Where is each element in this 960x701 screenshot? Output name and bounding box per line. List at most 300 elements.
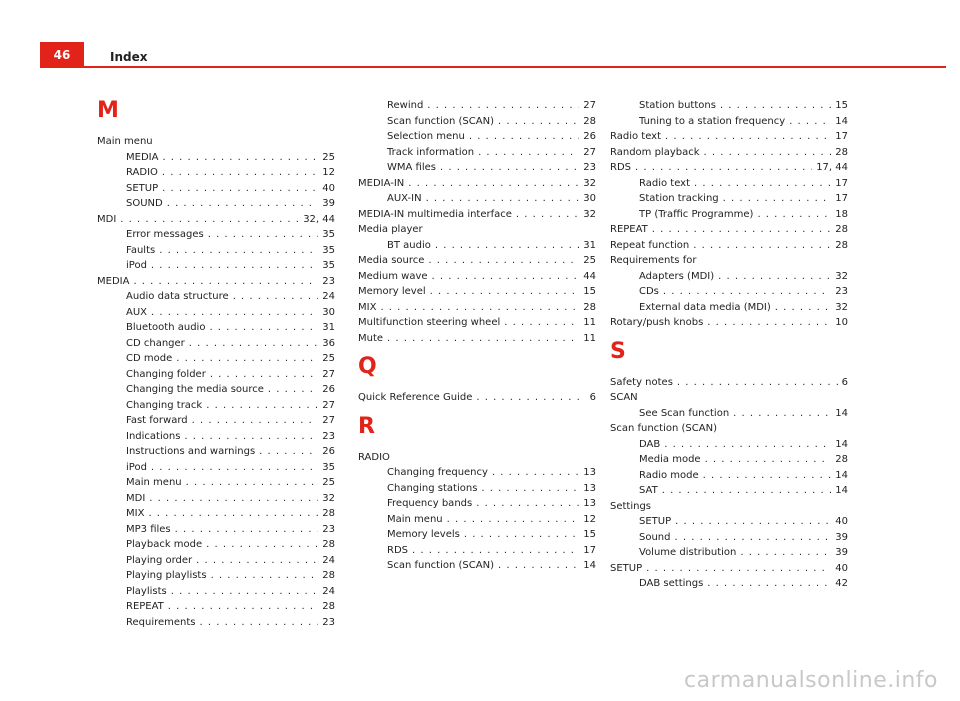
index-subentry bbox=[97, 599, 335, 615]
entry-term: Requirements for bbox=[610, 255, 697, 266]
entry-term: RADIO bbox=[358, 451, 390, 463]
index-entry bbox=[97, 274, 335, 290]
entry-page-number: 28 bbox=[835, 224, 848, 235]
dot-leader bbox=[171, 584, 319, 600]
dot-leader bbox=[635, 160, 812, 176]
entry-term: Radio text bbox=[639, 177, 691, 189]
entry-page-number: 17 bbox=[835, 177, 848, 189]
entry-term: Changing frequency bbox=[387, 467, 488, 478]
entry-page-number: 13 bbox=[583, 498, 596, 509]
entry-term: Station tracking bbox=[639, 193, 719, 204]
entry-page-number: 12 bbox=[322, 167, 335, 178]
index-entry bbox=[610, 561, 848, 577]
entry-page-number: 27 bbox=[322, 368, 335, 380]
index-subentry bbox=[97, 320, 335, 336]
index-subentry bbox=[97, 258, 335, 274]
dot-leader bbox=[720, 98, 831, 114]
index-subentry bbox=[358, 496, 596, 512]
entry-term: Radio text bbox=[610, 131, 662, 142]
index-column-1 bbox=[97, 98, 335, 630]
entry-term: Random playback bbox=[610, 146, 700, 158]
entry-term: CD mode bbox=[126, 353, 173, 364]
index-column-2 bbox=[358, 98, 596, 574]
entry-term: MIX bbox=[126, 508, 145, 519]
entry-term: TP (Traffic Programme) bbox=[639, 208, 754, 220]
entry-page-number: 32 bbox=[835, 301, 848, 313]
dot-leader bbox=[210, 367, 318, 383]
entry-term: Volume distribution bbox=[639, 547, 737, 558]
dot-leader bbox=[430, 284, 580, 300]
entry-term: CDs bbox=[639, 286, 659, 297]
entry-page-number: 30 bbox=[322, 306, 335, 318]
entry-page-number: 23 bbox=[583, 162, 596, 173]
entry-page-number: 35 bbox=[322, 229, 335, 240]
entry-term: RDS bbox=[610, 162, 631, 173]
entry-term: CD changer bbox=[126, 337, 185, 349]
index-subentry bbox=[97, 336, 335, 352]
dot-leader bbox=[184, 429, 318, 445]
dot-leader bbox=[775, 300, 831, 316]
entry-term: MEDIA bbox=[126, 151, 159, 163]
index-entry bbox=[358, 331, 596, 347]
dot-leader bbox=[151, 460, 318, 476]
index-subentry bbox=[358, 145, 596, 161]
index-subentry bbox=[358, 481, 596, 497]
entry-page-number: 26 bbox=[322, 384, 335, 395]
dot-leader bbox=[206, 398, 318, 414]
entry-page-number: 25 bbox=[583, 255, 596, 266]
index-subentry bbox=[358, 558, 596, 574]
entry-page-number: 15 bbox=[583, 286, 596, 297]
entry-term: Settings bbox=[610, 500, 652, 512]
index-entry bbox=[610, 238, 848, 254]
dot-leader bbox=[428, 253, 579, 269]
index-subentry bbox=[610, 207, 848, 223]
entry-page-number: 6 bbox=[841, 376, 848, 388]
entry-term: REPEAT bbox=[610, 224, 648, 235]
dot-leader bbox=[196, 553, 318, 569]
entry-page-number: 40 bbox=[835, 516, 848, 527]
index-subentry bbox=[97, 181, 335, 197]
entry-term: Changing folder bbox=[126, 368, 206, 380]
entry-page-number: 39 bbox=[835, 547, 848, 558]
index-subentry bbox=[610, 514, 848, 530]
index-subentry bbox=[97, 413, 335, 429]
entry-term: Main menu bbox=[387, 513, 443, 525]
entry-term: Memory level bbox=[358, 286, 426, 297]
dot-leader bbox=[789, 114, 831, 130]
dot-leader bbox=[703, 468, 832, 484]
entry-term: Scan function (SCAN) bbox=[387, 115, 494, 127]
index-entry bbox=[610, 390, 848, 406]
dot-leader bbox=[440, 160, 579, 176]
entry-term: WMA files bbox=[387, 162, 436, 173]
dot-leader bbox=[162, 181, 318, 197]
entry-page-number: 10 bbox=[835, 317, 848, 328]
entry-page-number: 15 bbox=[583, 529, 596, 540]
dot-leader bbox=[675, 514, 831, 530]
entry-page-number: 28 bbox=[835, 146, 848, 158]
entry-term: Playback mode bbox=[126, 539, 203, 550]
dot-leader bbox=[476, 496, 579, 512]
entry-page-number: 32, 44 bbox=[303, 213, 335, 225]
entry-page-number: 25 bbox=[322, 477, 335, 488]
entry-term: MDI bbox=[97, 213, 117, 225]
index-subentry bbox=[610, 406, 848, 422]
index-subentry bbox=[97, 305, 335, 321]
index-entry bbox=[610, 375, 848, 391]
dot-leader bbox=[432, 269, 580, 285]
entry-term: Scan function (SCAN) bbox=[610, 423, 717, 434]
entry-term: SOUND bbox=[126, 198, 163, 209]
dot-leader bbox=[259, 444, 318, 460]
entry-term: Rewind bbox=[387, 100, 424, 111]
dot-leader bbox=[159, 243, 318, 259]
index-subentry bbox=[97, 351, 335, 367]
dot-leader bbox=[162, 165, 318, 181]
dot-leader bbox=[175, 522, 319, 538]
entry-page-number: 17 bbox=[583, 544, 596, 556]
entry-page-number: 11 bbox=[583, 332, 596, 344]
dot-leader bbox=[387, 331, 579, 347]
dot-leader bbox=[733, 406, 831, 422]
index-subentry bbox=[97, 382, 335, 398]
entry-term: AUX-IN bbox=[387, 193, 422, 204]
entry-term: SETUP bbox=[126, 182, 159, 194]
entry-term: DAB bbox=[639, 438, 661, 450]
entry-page-number: 42 bbox=[835, 578, 848, 589]
index-entry bbox=[610, 145, 848, 161]
entry-term: MEDIA bbox=[97, 275, 130, 287]
entry-term: iPod bbox=[126, 461, 147, 473]
entry-page-number: 32 bbox=[583, 177, 596, 189]
entry-page-number: 23 bbox=[322, 430, 335, 442]
entry-term: Changing track bbox=[126, 399, 203, 411]
index-subentry bbox=[97, 165, 335, 181]
dot-leader bbox=[412, 543, 579, 559]
page-number-badge: 46 bbox=[40, 42, 84, 68]
entry-page-number: 14 bbox=[835, 469, 848, 481]
index-subentry bbox=[610, 576, 848, 592]
dot-leader bbox=[757, 207, 831, 223]
index-entry bbox=[610, 315, 848, 331]
entry-term: Audio data structure bbox=[126, 291, 229, 302]
dot-leader bbox=[663, 284, 831, 300]
index-entry bbox=[610, 499, 848, 515]
dot-leader bbox=[723, 191, 832, 207]
index-subentry bbox=[610, 114, 848, 130]
entry-term: Memory levels bbox=[387, 529, 460, 540]
dot-leader bbox=[162, 150, 318, 166]
entry-page-number: 40 bbox=[835, 562, 848, 574]
entry-page-number: 28 bbox=[322, 601, 335, 612]
entry-page-number: 35 bbox=[322, 260, 335, 271]
dot-leader bbox=[665, 129, 831, 145]
dot-leader bbox=[211, 568, 319, 584]
index-entry bbox=[358, 300, 596, 316]
dot-leader bbox=[693, 238, 831, 254]
entry-page-number: 35 bbox=[322, 244, 335, 256]
index-entry bbox=[610, 253, 848, 269]
index-entry bbox=[610, 129, 848, 145]
entry-page-number: 11 bbox=[583, 317, 596, 328]
entry-page-number: 23 bbox=[322, 616, 335, 628]
entry-term: Requirements bbox=[126, 616, 196, 628]
entry-page-number: 14 bbox=[835, 438, 848, 450]
entry-page-number: 40 bbox=[322, 182, 335, 194]
entry-page-number: 24 bbox=[322, 585, 335, 597]
entry-term: MIX bbox=[358, 301, 377, 313]
entry-page-number: 30 bbox=[583, 193, 596, 204]
entry-page-number: 6 bbox=[589, 392, 596, 403]
index-subentry bbox=[97, 615, 335, 631]
dot-leader bbox=[380, 300, 579, 316]
entry-term: Playlists bbox=[126, 585, 167, 597]
dot-leader bbox=[133, 274, 318, 290]
dot-leader bbox=[148, 506, 318, 522]
dot-leader bbox=[705, 452, 832, 468]
dot-leader bbox=[120, 212, 299, 228]
entry-page-number: 14 bbox=[583, 560, 596, 571]
entry-page-number: 28 bbox=[835, 454, 848, 465]
entry-page-number: 24 bbox=[322, 291, 335, 302]
entry-page-number: 28 bbox=[322, 539, 335, 550]
entry-term: Mute bbox=[358, 332, 384, 344]
entry-page-number: 14 bbox=[835, 485, 848, 496]
index-entry bbox=[358, 450, 596, 466]
index-subentry bbox=[97, 398, 335, 414]
entry-page-number: 18 bbox=[835, 208, 848, 220]
entry-page-number: 17 bbox=[835, 193, 848, 204]
dot-leader bbox=[186, 475, 319, 491]
dot-leader bbox=[149, 491, 318, 507]
entry-page-number: 28 bbox=[583, 115, 596, 127]
entry-page-number: 36 bbox=[322, 337, 335, 349]
index-entry bbox=[610, 160, 848, 176]
dot-leader bbox=[498, 114, 579, 130]
index-subentry bbox=[358, 160, 596, 176]
dot-leader bbox=[646, 561, 831, 577]
index-subentry bbox=[358, 98, 596, 114]
index-subentry bbox=[97, 475, 335, 491]
index-subentry bbox=[610, 437, 848, 453]
entry-term: Safety notes bbox=[610, 376, 673, 388]
entry-page-number: 27 bbox=[322, 415, 335, 426]
dot-leader bbox=[478, 145, 579, 161]
entry-term: SETUP bbox=[639, 516, 672, 527]
index-subentry bbox=[97, 367, 335, 383]
entry-page-number: 25 bbox=[322, 151, 335, 163]
index-subentry bbox=[97, 568, 335, 584]
entry-term: Playing playlists bbox=[126, 570, 207, 581]
index-subentry bbox=[97, 506, 335, 522]
index-subentry bbox=[97, 429, 335, 445]
dot-leader bbox=[740, 545, 831, 561]
entry-term: Sound bbox=[639, 531, 671, 543]
entry-term: Medium wave bbox=[358, 270, 428, 282]
dot-leader bbox=[704, 145, 832, 161]
dot-leader bbox=[476, 390, 585, 406]
index-subentry bbox=[97, 584, 335, 600]
dot-leader bbox=[192, 413, 319, 429]
entry-page-number: 44 bbox=[583, 270, 596, 282]
index-entry bbox=[358, 315, 596, 331]
entry-page-number: 17 bbox=[835, 131, 848, 142]
dot-leader bbox=[408, 176, 579, 192]
entry-term: Media player bbox=[358, 224, 423, 235]
index-column-3 bbox=[610, 98, 848, 592]
dot-leader bbox=[707, 315, 831, 331]
entry-term: Main menu bbox=[126, 477, 182, 488]
index-subentry bbox=[97, 227, 335, 243]
entry-term: iPod bbox=[126, 260, 147, 271]
entry-page-number: 26 bbox=[583, 131, 596, 142]
index-subentry bbox=[358, 543, 596, 559]
entry-page-number: 32 bbox=[322, 492, 335, 504]
entry-page-number: 23 bbox=[322, 275, 335, 287]
dot-leader bbox=[268, 382, 318, 398]
index-subentry bbox=[358, 527, 596, 543]
index-subentry bbox=[358, 114, 596, 130]
entry-page-number: 13 bbox=[583, 482, 596, 494]
index-subentry bbox=[610, 191, 848, 207]
entry-term: SAT bbox=[639, 485, 658, 496]
entry-term: Station buttons bbox=[639, 100, 716, 111]
index-subentry bbox=[610, 530, 848, 546]
index-subentry bbox=[610, 452, 848, 468]
index-subentry bbox=[610, 269, 848, 285]
index-subentry bbox=[610, 545, 848, 561]
index-subentry bbox=[97, 150, 335, 166]
entry-page-number: 26 bbox=[322, 446, 335, 457]
dot-leader bbox=[233, 289, 319, 305]
entry-term: Selection menu bbox=[387, 131, 465, 142]
index-entry bbox=[358, 222, 596, 238]
index-subentry bbox=[610, 284, 848, 300]
index-subentry bbox=[97, 289, 335, 305]
watermark-text: carmanualsonline.info bbox=[684, 668, 938, 693]
dot-leader bbox=[151, 258, 318, 274]
index-subentry bbox=[610, 300, 848, 316]
dot-leader bbox=[677, 375, 838, 391]
dot-leader bbox=[206, 537, 318, 553]
entry-page-number: 39 bbox=[322, 198, 335, 209]
index-entry bbox=[610, 222, 848, 238]
dot-leader bbox=[189, 336, 318, 352]
entry-term: Changing the media source bbox=[126, 384, 264, 395]
entry-term: MEDIA-IN bbox=[358, 177, 405, 189]
dot-leader bbox=[447, 512, 580, 528]
dot-leader bbox=[209, 320, 318, 336]
index-entry bbox=[97, 212, 335, 228]
index-entry bbox=[358, 390, 596, 406]
entry-page-number: 14 bbox=[835, 115, 848, 127]
entry-page-number: 14 bbox=[835, 407, 848, 419]
entry-page-number: 28 bbox=[583, 301, 596, 313]
dot-leader bbox=[492, 465, 579, 481]
entry-term: MDI bbox=[126, 492, 146, 504]
entry-page-number: 27 bbox=[583, 146, 596, 158]
dot-leader bbox=[694, 176, 831, 192]
entry-term: BT audio bbox=[387, 239, 431, 251]
dot-leader bbox=[498, 558, 579, 574]
entry-term: MEDIA-IN multimedia interface bbox=[358, 208, 512, 220]
index-entry bbox=[358, 284, 596, 300]
entry-page-number: 28 bbox=[322, 570, 335, 581]
entry-page-number: 39 bbox=[835, 531, 848, 543]
index-subentry bbox=[358, 512, 596, 528]
dot-leader bbox=[718, 269, 831, 285]
entry-page-number: 35 bbox=[322, 461, 335, 473]
index-subentry bbox=[97, 553, 335, 569]
dot-leader bbox=[176, 351, 318, 367]
entry-term: SCAN bbox=[610, 392, 638, 403]
entry-term: External data media (MDI) bbox=[639, 301, 771, 313]
entry-term: Repeat function bbox=[610, 239, 690, 251]
section-letter: M bbox=[97, 98, 119, 123]
entry-page-number: 23 bbox=[322, 523, 335, 535]
index-subentry bbox=[97, 196, 335, 212]
index-entry bbox=[358, 176, 596, 192]
entry-term: Adapters (MDI) bbox=[639, 270, 715, 282]
entry-term: Main menu bbox=[97, 136, 153, 147]
entry-term: REPEAT bbox=[126, 601, 164, 612]
dot-leader bbox=[427, 98, 579, 114]
section-letter: Q bbox=[358, 354, 377, 379]
dot-leader bbox=[151, 305, 318, 321]
entry-page-number: 32 bbox=[835, 270, 848, 282]
entry-term: Fast forward bbox=[126, 415, 188, 426]
entry-page-number: 28 bbox=[322, 508, 335, 519]
entry-page-number: 27 bbox=[322, 399, 335, 411]
entry-term: MP3 files bbox=[126, 523, 171, 535]
index-subentry bbox=[97, 522, 335, 538]
header-rule bbox=[40, 66, 946, 68]
dot-leader bbox=[168, 599, 318, 615]
entry-term: Playing order bbox=[126, 554, 193, 566]
index-subentry bbox=[97, 444, 335, 460]
index-subentry bbox=[358, 238, 596, 254]
index-subentry bbox=[610, 483, 848, 499]
entry-term: AUX bbox=[126, 306, 148, 318]
index-subentry bbox=[358, 465, 596, 481]
entry-term: Error messages bbox=[126, 229, 204, 240]
dot-leader bbox=[426, 191, 580, 207]
entry-page-number: 17, 44 bbox=[816, 162, 848, 173]
entry-page-number: 25 bbox=[322, 353, 335, 364]
entry-term: Rotary/push knobs bbox=[610, 317, 704, 328]
entry-term: Bluetooth audio bbox=[126, 322, 206, 333]
entry-term: Indications bbox=[126, 430, 181, 442]
entry-page-number: 13 bbox=[583, 467, 596, 478]
entry-page-number: 31 bbox=[583, 239, 596, 251]
index-subentry bbox=[610, 176, 848, 192]
section-letter: R bbox=[358, 413, 375, 439]
dot-leader bbox=[662, 483, 832, 499]
dot-leader bbox=[652, 222, 831, 238]
entry-term: DAB settings bbox=[639, 578, 704, 589]
section-letter: S bbox=[610, 338, 626, 364]
entry-page-number: 31 bbox=[322, 322, 335, 333]
index-subentry bbox=[610, 468, 848, 484]
dot-leader bbox=[664, 437, 831, 453]
entry-term: RADIO bbox=[126, 167, 158, 178]
entry-term: Track information bbox=[387, 146, 475, 158]
index-entry bbox=[358, 269, 596, 285]
index-subentry bbox=[97, 243, 335, 259]
entry-term: SETUP bbox=[610, 562, 643, 574]
index-subentry bbox=[97, 460, 335, 476]
